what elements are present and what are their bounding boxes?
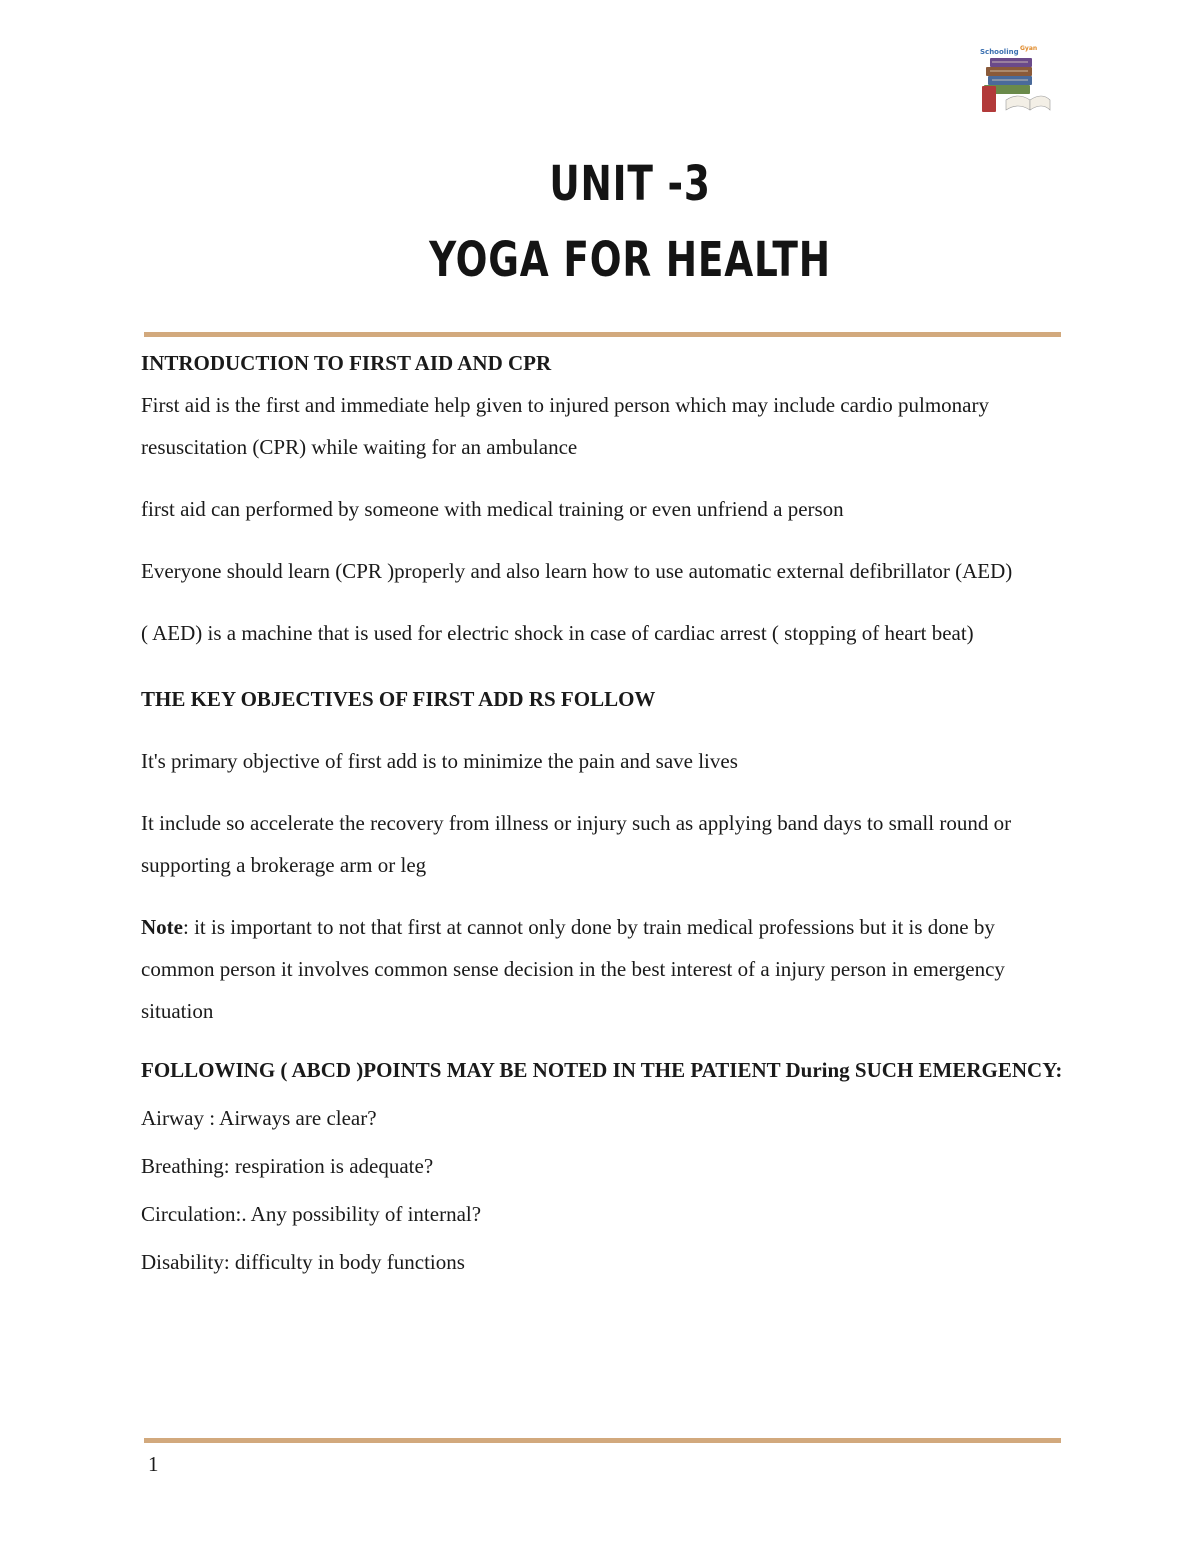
intro-paragraph-4: ( AED) is a machine that is used for electric shock in case of cardiac arrest ( stopping of heart beat) [141,621,974,645]
intro-paragraph-1: First aid is the first and immediate help given to injured person which may include cardio pulmonary resuscitation (CPR) while waiting for an ambulance [141,393,989,459]
note-paragraph [141,906,1066,1032]
note-label: Note [141,915,183,939]
objectives-paragraph-1: It's primary objective of first add is to minimize the pain and save lives [141,749,738,773]
svg-text:Schooling: Schooling [980,48,1019,56]
title-block [0,156,1200,288]
document-body [141,344,1066,1286]
bottom-divider [144,1438,1061,1443]
top-divider [144,332,1061,337]
page-number: 1 [148,1452,159,1476]
books-logo-icon [972,42,1054,116]
note-text: : it is important to not that first at cannot only done by train medical professions but it is done by common person it involves common sense decision in the best interest of a injury person in emergency situation [141,915,1005,1023]
abcd-item-disability: Disability: difficulty in body functions [141,1250,465,1274]
intro-paragraph-3: Everyone should learn (CPR )properly and also learn how to use automatic external defibrillator (AED) [141,559,1013,583]
abcd-heading: FOLLOWING ( ABCD )POINTS MAY BE NOTED IN THE PATIENT During SUCH EMERGENCY: [141,1058,1063,1082]
objectives-paragraph-2: It include so accelerate the recovery from illness or injury such as applying band days to small round or supporting a brokerage arm or leg [141,811,1012,877]
abcd-item-airway: Airway : Airways are clear? [141,1106,377,1130]
abcd-item-circulation: Circulation:. Any possibility of internal? [141,1202,482,1226]
unit-title: UNIT -3 [549,156,711,212]
objectives-heading: THE KEY OBJECTIVES OF FIRST ADD RS FOLLOW [141,687,656,711]
intro-paragraph-2: first aid can performed by someone with medical training or even unfriend a person [141,497,844,521]
intro-heading: INTRODUCTION TO FIRST AID AND CPR [141,351,552,375]
page-title: YOGA FOR HEALTH [429,232,831,288]
abcd-item-breathing: Breathing: respiration is adequate? [141,1154,434,1178]
svg-text:Gyan: Gyan [1020,45,1038,52]
